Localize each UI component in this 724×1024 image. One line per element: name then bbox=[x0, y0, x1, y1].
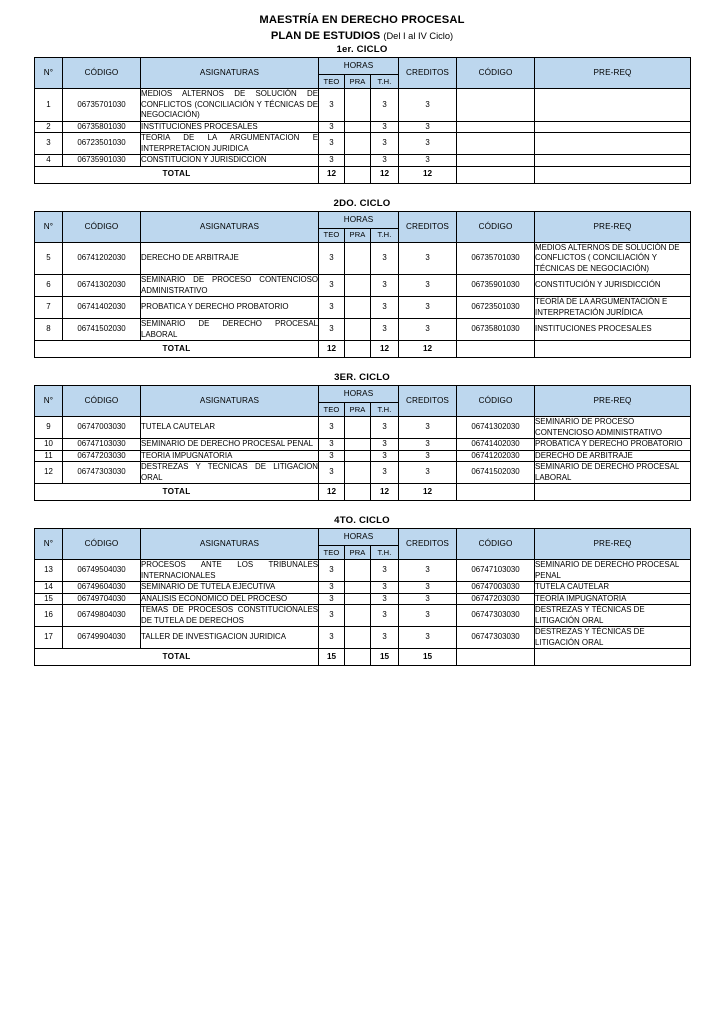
total-label: TOTAL bbox=[35, 166, 319, 183]
table-header bbox=[35, 58, 691, 89]
column-header-num: N° bbox=[35, 211, 63, 242]
column-header-horas: HORAS bbox=[319, 211, 399, 228]
course-code: 06741202030 bbox=[63, 242, 141, 275]
hours-pra bbox=[345, 462, 371, 484]
hours-pra bbox=[345, 319, 371, 341]
column-header-teo: TEO bbox=[319, 228, 345, 242]
hours-teo: 3 bbox=[319, 417, 345, 439]
hours-pra bbox=[345, 155, 371, 167]
page-subtitle-range: (Del I al IV Ciclo) bbox=[383, 31, 454, 41]
prereq-code bbox=[457, 121, 535, 133]
prereq-name bbox=[535, 133, 691, 155]
hours-th: 3 bbox=[371, 560, 399, 582]
column-header-creditos: CREDITOS bbox=[399, 58, 457, 89]
prereq-name bbox=[535, 89, 691, 122]
course-number: 4 bbox=[35, 155, 63, 167]
plan-table bbox=[34, 57, 691, 184]
hours-pra bbox=[345, 450, 371, 462]
credits: 3 bbox=[399, 560, 457, 582]
course-code: 06749704030 bbox=[63, 593, 141, 605]
total-teo: 12 bbox=[319, 341, 345, 358]
credits: 3 bbox=[399, 450, 457, 462]
course-number: 13 bbox=[35, 560, 63, 582]
course-number: 3 bbox=[35, 133, 63, 155]
course-code: 06741302030 bbox=[63, 275, 141, 297]
hours-teo: 3 bbox=[319, 319, 345, 341]
table-row bbox=[35, 297, 691, 319]
hours-pra bbox=[345, 417, 371, 439]
prereq-name: INSTITUCIONES PROCESALES bbox=[535, 319, 691, 341]
total-teo: 12 bbox=[319, 484, 345, 501]
course-code: 06735801030 bbox=[63, 121, 141, 133]
total-prereq-empty bbox=[535, 649, 691, 666]
prereq-code bbox=[457, 133, 535, 155]
course-name: PROCESOS ANTE LOS TRIBUNALES INTERNACIONALES bbox=[141, 560, 318, 580]
course-code: 06749504030 bbox=[63, 560, 141, 582]
hours-pra bbox=[345, 582, 371, 594]
column-header-teo: TEO bbox=[319, 546, 345, 560]
column-header-th: T.H. bbox=[371, 228, 399, 242]
prereq-code: 06747203030 bbox=[457, 593, 535, 605]
course-name: SEMINARIO DE DERECHO PROCESAL LABORAL bbox=[141, 319, 318, 339]
page-title: MAESTRÍA EN DERECHO PROCESAL bbox=[259, 14, 465, 26]
column-header-pra: PRA bbox=[345, 403, 371, 417]
table-row bbox=[35, 417, 691, 439]
cycle-block-1 bbox=[34, 44, 690, 184]
table-row bbox=[35, 275, 691, 297]
hours-teo: 3 bbox=[319, 439, 345, 451]
column-header-th: T.H. bbox=[371, 403, 399, 417]
column-header-codigo2: CÓDIGO bbox=[457, 386, 535, 417]
column-header-creditos: CREDITOS bbox=[399, 529, 457, 560]
prereq-name: SEMINARIO DE DERECHO PROCESAL PENAL bbox=[535, 560, 691, 582]
credits: 3 bbox=[399, 155, 457, 167]
credits: 3 bbox=[399, 275, 457, 297]
header-row-primary bbox=[35, 58, 691, 75]
table-row bbox=[35, 593, 691, 605]
total-prereq-code-empty bbox=[457, 484, 535, 501]
course-name: TUTELA CAUTELAR bbox=[141, 417, 319, 439]
cycle-block-3 bbox=[34, 372, 690, 501]
prereq-code: 06741402030 bbox=[457, 439, 535, 451]
prereq-code: 06747003030 bbox=[457, 582, 535, 594]
hours-teo: 3 bbox=[319, 133, 345, 155]
column-header-horas: HORAS bbox=[319, 386, 399, 403]
course-number: 6 bbox=[35, 275, 63, 297]
cycle-title: 4TO. CICLO bbox=[334, 515, 390, 526]
course-name: SEMINARIO DE TUTELA EJECUTIVA bbox=[141, 582, 319, 594]
column-header-asignaturas: ASIGNATURAS bbox=[141, 529, 319, 560]
table-row bbox=[35, 582, 691, 594]
column-header-creditos: CREDITOS bbox=[399, 211, 457, 242]
column-header-asignaturas: ASIGNATURAS bbox=[141, 211, 319, 242]
hours-pra bbox=[345, 275, 371, 297]
cycle-block-4 bbox=[34, 515, 690, 666]
table-row bbox=[35, 450, 691, 462]
total-row bbox=[35, 484, 691, 501]
column-header-prereq: PRE-REQ bbox=[535, 386, 691, 417]
column-header-codigo: CÓDIGO bbox=[63, 386, 141, 417]
course-number: 1 bbox=[35, 89, 63, 122]
total-credits: 12 bbox=[399, 341, 457, 358]
total-prereq-code-empty bbox=[457, 649, 535, 666]
hours-pra bbox=[345, 89, 371, 122]
hours-pra bbox=[345, 560, 371, 582]
hours-th: 3 bbox=[371, 242, 399, 275]
prereq-name: TEORÍA IMPUGNATORIA bbox=[535, 593, 691, 605]
column-header-num: N° bbox=[35, 58, 63, 89]
column-header-th: T.H. bbox=[371, 546, 399, 560]
table-header bbox=[35, 386, 691, 417]
course-number: 16 bbox=[35, 605, 63, 627]
prereq-name: DESTREZAS Y TÉCNICAS DE LITIGACIÓN ORAL bbox=[535, 627, 691, 649]
total-teo: 12 bbox=[319, 166, 345, 183]
total-credits: 12 bbox=[399, 166, 457, 183]
column-header-horas: HORAS bbox=[319, 58, 399, 75]
prereq-code: 06747303030 bbox=[457, 605, 535, 627]
prereq-name: DERECHO DE ARBITRAJE bbox=[535, 450, 691, 462]
total-row bbox=[35, 341, 691, 358]
column-header-codigo2: CÓDIGO bbox=[457, 58, 535, 89]
hours-th: 3 bbox=[371, 155, 399, 167]
hours-teo: 3 bbox=[319, 121, 345, 133]
course-code: 06749604030 bbox=[63, 582, 141, 594]
hours-pra bbox=[345, 242, 371, 275]
column-header-th: T.H. bbox=[371, 75, 399, 89]
course-number: 11 bbox=[35, 450, 63, 462]
prereq-code bbox=[457, 155, 535, 167]
total-row bbox=[35, 166, 691, 183]
course-code: 06747303030 bbox=[63, 462, 141, 484]
hours-pra bbox=[345, 297, 371, 319]
table-row bbox=[35, 319, 691, 341]
prereq-name: SEMINARIO DE PROCESO CONTENCIOSO ADMINISTRATIVO bbox=[535, 417, 691, 439]
course-code: 06735901030 bbox=[63, 155, 141, 167]
hours-th: 3 bbox=[371, 439, 399, 451]
hours-teo: 3 bbox=[319, 560, 345, 582]
column-header-num: N° bbox=[35, 529, 63, 560]
table-row bbox=[35, 560, 691, 582]
column-header-prereq: PRE-REQ bbox=[535, 529, 691, 560]
course-number: 2 bbox=[35, 121, 63, 133]
prereq-code: 06747303030 bbox=[457, 627, 535, 649]
total-th: 12 bbox=[371, 484, 399, 501]
course-number: 8 bbox=[35, 319, 63, 341]
column-header-codigo: CÓDIGO bbox=[63, 58, 141, 89]
credits: 3 bbox=[399, 462, 457, 484]
cycle-title: 3ER. CICLO bbox=[334, 372, 390, 383]
table-body bbox=[35, 417, 691, 501]
course-name: SEMINARIO DE PROCESO CONTENCIOSO ADMINISTRATIVO bbox=[141, 275, 318, 295]
prereq-name bbox=[535, 121, 691, 133]
plan-table bbox=[34, 211, 691, 359]
hours-pra bbox=[345, 605, 371, 627]
prereq-code: 06735801030 bbox=[457, 319, 535, 341]
hours-teo: 3 bbox=[319, 605, 345, 627]
total-credits: 12 bbox=[399, 484, 457, 501]
course-name: CONSTITUCION Y JURISDICCION bbox=[141, 155, 319, 167]
total-pra bbox=[345, 484, 371, 501]
table-row bbox=[35, 439, 691, 451]
column-header-prereq: PRE-REQ bbox=[535, 58, 691, 89]
column-header-horas: HORAS bbox=[319, 529, 399, 546]
course-number: 10 bbox=[35, 439, 63, 451]
total-pra bbox=[345, 341, 371, 358]
column-header-teo: TEO bbox=[319, 403, 345, 417]
hours-th: 3 bbox=[371, 89, 399, 122]
total-teo: 15 bbox=[319, 649, 345, 666]
course-number: 5 bbox=[35, 242, 63, 275]
table-row bbox=[35, 121, 691, 133]
cycle-title: 2DO. CICLO bbox=[333, 197, 391, 209]
hours-pra bbox=[345, 121, 371, 133]
credits: 3 bbox=[399, 297, 457, 319]
column-header-pra: PRA bbox=[345, 75, 371, 89]
hours-teo: 3 bbox=[319, 242, 345, 275]
prereq-name: TEORÍA DE LA ARGUMENTACIÓN E INTERPRETACIÓN JURÍDICA bbox=[535, 297, 691, 319]
course-number: 9 bbox=[35, 417, 63, 439]
cycle-title: 1er. CICLO bbox=[336, 44, 388, 55]
course-name: TEORIA DE LA ARGUMENTACION E INTERPRETACION JURIDICA bbox=[141, 133, 318, 153]
hours-pra bbox=[345, 133, 371, 155]
course-code: 06749804030 bbox=[63, 605, 141, 627]
credits: 3 bbox=[399, 582, 457, 594]
prereq-code: 06741502030 bbox=[457, 462, 535, 484]
prereq-code: 06741302030 bbox=[457, 417, 535, 439]
prereq-code: 06741202030 bbox=[457, 450, 535, 462]
table-row bbox=[35, 242, 691, 275]
hours-th: 3 bbox=[371, 319, 399, 341]
total-prereq-empty bbox=[535, 341, 691, 358]
total-label: TOTAL bbox=[35, 341, 319, 358]
course-name: ANALISIS ECONOMICO DEL PROCESO bbox=[141, 593, 319, 605]
plan-table bbox=[34, 528, 691, 666]
column-header-codigo: CÓDIGO bbox=[63, 529, 141, 560]
column-header-teo: TEO bbox=[319, 75, 345, 89]
credits: 3 bbox=[399, 121, 457, 133]
hours-th: 3 bbox=[371, 627, 399, 649]
column-header-asignaturas: ASIGNATURAS bbox=[141, 58, 319, 89]
course-number: 14 bbox=[35, 582, 63, 594]
course-name: DESTREZAS Y TECNICAS DE LITIGACION ORAL bbox=[141, 462, 318, 482]
hours-teo: 3 bbox=[319, 582, 345, 594]
total-prereq-empty bbox=[535, 484, 691, 501]
course-name: TEORIA IMPUGNATORIA bbox=[141, 450, 319, 462]
table-body bbox=[35, 89, 691, 184]
hours-th: 3 bbox=[371, 605, 399, 627]
hours-th: 3 bbox=[371, 121, 399, 133]
credits: 3 bbox=[399, 627, 457, 649]
credits: 3 bbox=[399, 439, 457, 451]
column-header-pra: PRA bbox=[345, 546, 371, 560]
prereq-code: 06747103030 bbox=[457, 560, 535, 582]
credits: 3 bbox=[399, 417, 457, 439]
page-subtitle-main: PLAN DE ESTUDIOS bbox=[270, 30, 381, 42]
table-row bbox=[35, 462, 691, 484]
prereq-code bbox=[457, 89, 535, 122]
table-body bbox=[35, 560, 691, 666]
table-row bbox=[35, 89, 691, 122]
credits: 3 bbox=[399, 89, 457, 122]
course-name: DERECHO DE ARBITRAJE bbox=[141, 242, 319, 275]
prereq-name: SEMINARIO DE DERECHO PROCESAL LABORAL bbox=[535, 462, 691, 484]
course-code: 06747103030 bbox=[63, 439, 141, 451]
credits: 3 bbox=[399, 593, 457, 605]
course-name: SEMINARIO DE DERECHO PROCESAL PENAL bbox=[141, 439, 319, 451]
total-th: 12 bbox=[371, 341, 399, 358]
total-th: 15 bbox=[371, 649, 399, 666]
table-header bbox=[35, 211, 691, 242]
prereq-name: TUTELA CAUTELAR bbox=[535, 582, 691, 594]
prereq-name: PROBATICA Y DERECHO PROBATORIO bbox=[535, 439, 691, 451]
prereq-code: 06735701030 bbox=[457, 242, 535, 275]
cycle-block-2 bbox=[34, 198, 690, 359]
course-number: 7 bbox=[35, 297, 63, 319]
hours-th: 3 bbox=[371, 450, 399, 462]
course-name: TEMAS DE PROCESOS CONSTITUCIONALES DE TUTELA DE DERECHOS bbox=[141, 605, 318, 625]
table-row bbox=[35, 133, 691, 155]
table-row bbox=[35, 605, 691, 627]
hours-teo: 3 bbox=[319, 462, 345, 484]
prereq-name: DESTREZAS Y TÉCNICAS DE LITIGACIÓN ORAL bbox=[535, 605, 691, 627]
course-name: PROBATICA Y DERECHO PROBATORIO bbox=[141, 297, 319, 319]
hours-th: 3 bbox=[371, 582, 399, 594]
header-row-primary bbox=[35, 211, 691, 228]
total-pra bbox=[345, 166, 371, 183]
hours-pra bbox=[345, 439, 371, 451]
header-row-primary bbox=[35, 386, 691, 403]
page-subtitle bbox=[0, 29, 724, 44]
hours-th: 3 bbox=[371, 593, 399, 605]
hours-teo: 3 bbox=[319, 275, 345, 297]
hours-teo: 3 bbox=[319, 89, 345, 122]
total-row bbox=[35, 649, 691, 666]
column-header-asignaturas: ASIGNATURAS bbox=[141, 386, 319, 417]
cycles-container bbox=[0, 44, 724, 666]
course-code: 06723501030 bbox=[63, 133, 141, 155]
prereq-name: CONSTITUCIÓN Y JURISDICCIÓN bbox=[535, 275, 691, 297]
hours-th: 3 bbox=[371, 462, 399, 484]
credits: 3 bbox=[399, 319, 457, 341]
course-code: 06747203030 bbox=[63, 450, 141, 462]
column-header-pra: PRA bbox=[345, 228, 371, 242]
total-credits: 15 bbox=[399, 649, 457, 666]
table-header bbox=[35, 529, 691, 560]
course-number: 17 bbox=[35, 627, 63, 649]
credits: 3 bbox=[399, 242, 457, 275]
course-name: TALLER DE INVESTIGACION JURIDICA bbox=[141, 627, 319, 649]
column-header-creditos: CREDITOS bbox=[399, 386, 457, 417]
total-th: 12 bbox=[371, 166, 399, 183]
hours-teo: 3 bbox=[319, 450, 345, 462]
plan-table bbox=[34, 385, 691, 501]
hours-th: 3 bbox=[371, 133, 399, 155]
column-header-codigo2: CÓDIGO bbox=[457, 211, 535, 242]
prereq-name: MEDIOS ALTERNOS DE SOLUCIÓN DE CONFLICTOS ( CONCILIACIÓN Y TÉCNICAS DE NEGOCIACIÓN) bbox=[535, 242, 691, 275]
course-code: 06735701030 bbox=[63, 89, 141, 122]
header-row-primary bbox=[35, 529, 691, 546]
hours-teo: 3 bbox=[319, 297, 345, 319]
table-body bbox=[35, 242, 691, 358]
table-row bbox=[35, 155, 691, 167]
total-prereq-code-empty bbox=[457, 166, 535, 183]
total-label: TOTAL bbox=[35, 649, 319, 666]
document-header bbox=[0, 0, 724, 44]
prereq-code: 06723501030 bbox=[457, 297, 535, 319]
column-header-prereq: PRE-REQ bbox=[535, 211, 691, 242]
course-name: INSTITUCIONES PROCESALES bbox=[141, 121, 319, 133]
course-code: 06741502030 bbox=[63, 319, 141, 341]
column-header-num: N° bbox=[35, 386, 63, 417]
course-code: 06749904030 bbox=[63, 627, 141, 649]
total-prereq-code-empty bbox=[457, 341, 535, 358]
hours-teo: 3 bbox=[319, 155, 345, 167]
prereq-name bbox=[535, 155, 691, 167]
credits: 3 bbox=[399, 133, 457, 155]
course-code: 06747003030 bbox=[63, 417, 141, 439]
prereq-code: 06735901030 bbox=[457, 275, 535, 297]
hours-th: 3 bbox=[371, 275, 399, 297]
course-number: 15 bbox=[35, 593, 63, 605]
course-code: 06741402030 bbox=[63, 297, 141, 319]
total-pra bbox=[345, 649, 371, 666]
total-prereq-empty bbox=[535, 166, 691, 183]
hours-pra bbox=[345, 593, 371, 605]
hours-teo: 3 bbox=[319, 593, 345, 605]
column-header-codigo: CÓDIGO bbox=[63, 211, 141, 242]
table-row bbox=[35, 627, 691, 649]
credits: 3 bbox=[399, 605, 457, 627]
hours-th: 3 bbox=[371, 297, 399, 319]
course-name: MEDIOS ALTERNOS DE SOLUCIÓN DE CONFLICTOS (CONCILIACIÓN Y TÉCNICAS DE NEGOCIACIÓN) bbox=[141, 89, 318, 119]
total-label: TOTAL bbox=[35, 484, 319, 501]
course-number: 12 bbox=[35, 462, 63, 484]
hours-pra bbox=[345, 627, 371, 649]
hours-th: 3 bbox=[371, 417, 399, 439]
hours-teo: 3 bbox=[319, 627, 345, 649]
column-header-codigo2: CÓDIGO bbox=[457, 529, 535, 560]
